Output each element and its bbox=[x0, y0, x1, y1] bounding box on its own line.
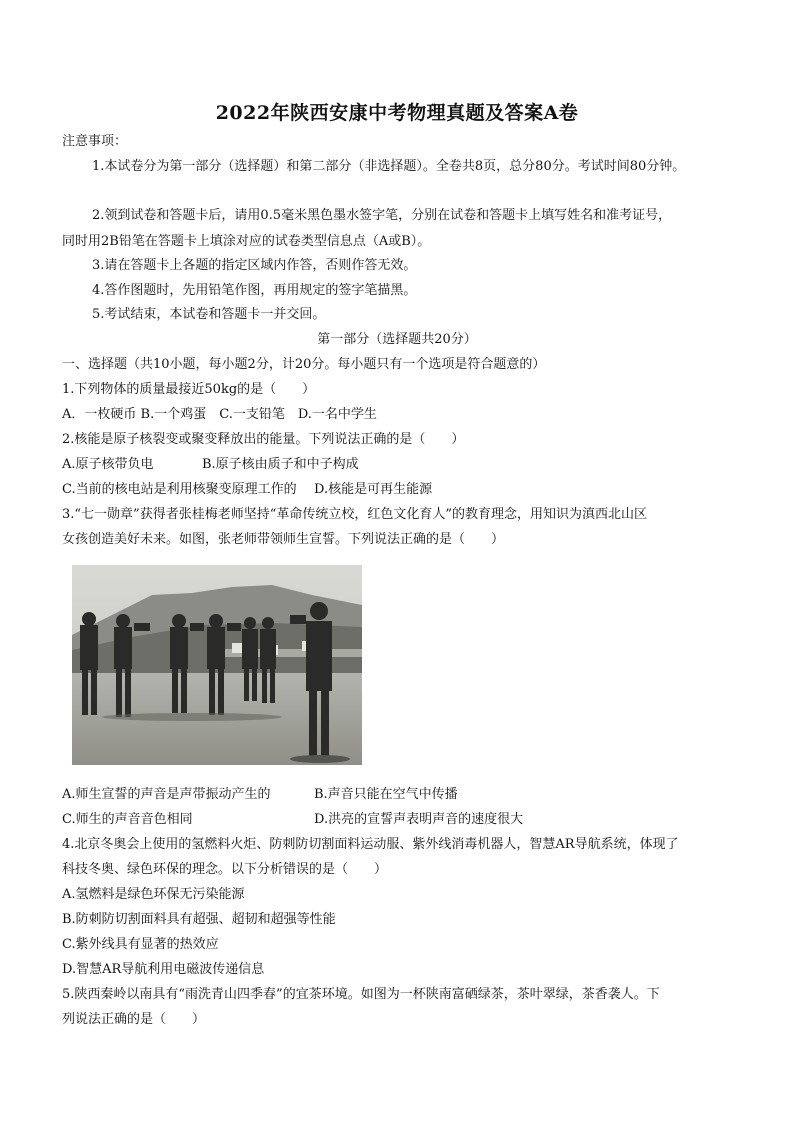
question-3-options-row bbox=[62, 786, 458, 804]
question-4-stem: 4.北京冬奥会上使用的氢燃料火炬、防刺防切割面料运动服、紫外线消毒机器人，智慧AR导航系统，体现了 bbox=[62, 837, 679, 852]
option-c: C.当前的核电站是利用核聚变原理工作的 bbox=[62, 482, 297, 497]
question-2-options-row bbox=[62, 456, 359, 474]
option-a: A.原子核带负电 bbox=[62, 457, 154, 472]
notice-item: 同时用2B铅笔在答题卡上填涂对应的试卷类型信息点（A或B）。 bbox=[62, 234, 431, 249]
notice-item: 2.领到试卷和答题卡后，请用0.5毫米黑色墨水签字笔，分别在试卷和答题卡上填写姓名和准考证号， bbox=[92, 208, 672, 223]
section-heading: 一、选择题（共10小题，每小题2分，计20分。每小题只有一个选项是符合题意的） bbox=[62, 357, 546, 372]
option-a: A.氢燃料是绿色环保无污染能源 bbox=[62, 887, 245, 902]
question-1-options: A．一枚硬币 B.一个鸡蛋 C.一支铅笔 D.一名中学生 bbox=[62, 407, 377, 422]
part-heading: 第一部分（选择题共20分） bbox=[317, 332, 477, 347]
option-c: C.师生的声音音色相同 bbox=[62, 812, 193, 827]
question-2-stem: 2.核能是原子核裂变或聚变释放出的能量。下列说法正确的是（ ） bbox=[62, 432, 465, 447]
option-b: B.声音只能在空气中传播 bbox=[314, 787, 458, 802]
notice-item: 3.请在答题卡上各题的指定区域内作答，否则作答无效。 bbox=[92, 258, 417, 273]
page-title: 2022年陕西安康中考物理真题及答案A卷 bbox=[215, 102, 579, 124]
option-b: B.防刺防切割面料具有超强、超韧和超强等性能 bbox=[62, 912, 336, 927]
notice-heading: 注意事项： bbox=[62, 134, 128, 149]
question-1-stem: 1.下列物体的质量最接近50kg的是（ ） bbox=[62, 382, 316, 397]
option-d: D.智慧AR导航利用电磁波传递信息 bbox=[62, 962, 265, 977]
oath-photo bbox=[72, 565, 362, 765]
option-b: B.原子核由质子和中子构成 bbox=[202, 457, 359, 472]
question-2-options-row bbox=[62, 481, 432, 499]
option-a: A.师生宣誓的声音是声带振动产生的 bbox=[62, 787, 271, 802]
option-d: D.核能是可再生能源 bbox=[314, 482, 433, 497]
question-4-stem: 科技冬奥、绿色环保的理念。以下分析错误的是（ ） bbox=[62, 862, 388, 877]
option-c: C.紫外线具有显著的热效应 bbox=[62, 937, 219, 952]
question-5-stem: 5.陕西秦岭以南具有“雨洗青山四季春”的宜茶环境。如图为一杯陕南富硒绿茶，茶叶翠绿，茶香袭人。下 bbox=[62, 987, 660, 1002]
question-3-stem: 3.“七一勋章”获得者张桂梅老师坚持“革命传统立校，红色文化育人”的教育理念，用知识为滇西北山区 bbox=[62, 507, 647, 522]
notice-item: 5.考试结束，本试卷和答题卡一并交回。 bbox=[92, 307, 326, 322]
question-3-stem: 女孩创造美好未来。如图，张老师带领师生宣誓。下列说法正确的是（ ） bbox=[62, 532, 505, 547]
question-3-options-row bbox=[62, 811, 523, 829]
notice-item: 4.答作图题时，先用铅笔作图，再用规定的签字笔描黑。 bbox=[92, 283, 417, 298]
option-d: D.洪亮的宣誓声表明声音的速度很大 bbox=[314, 812, 524, 827]
question-5-stem: 列说法正确的是（ ） bbox=[62, 1012, 206, 1027]
teachers-students-oath-image bbox=[72, 565, 362, 765]
notice-item: 1.本试卷分为第一部分（选择题）和第二部分（非选择题）。全卷共8页，总分80分。考试时间80分钟。 bbox=[92, 159, 686, 174]
